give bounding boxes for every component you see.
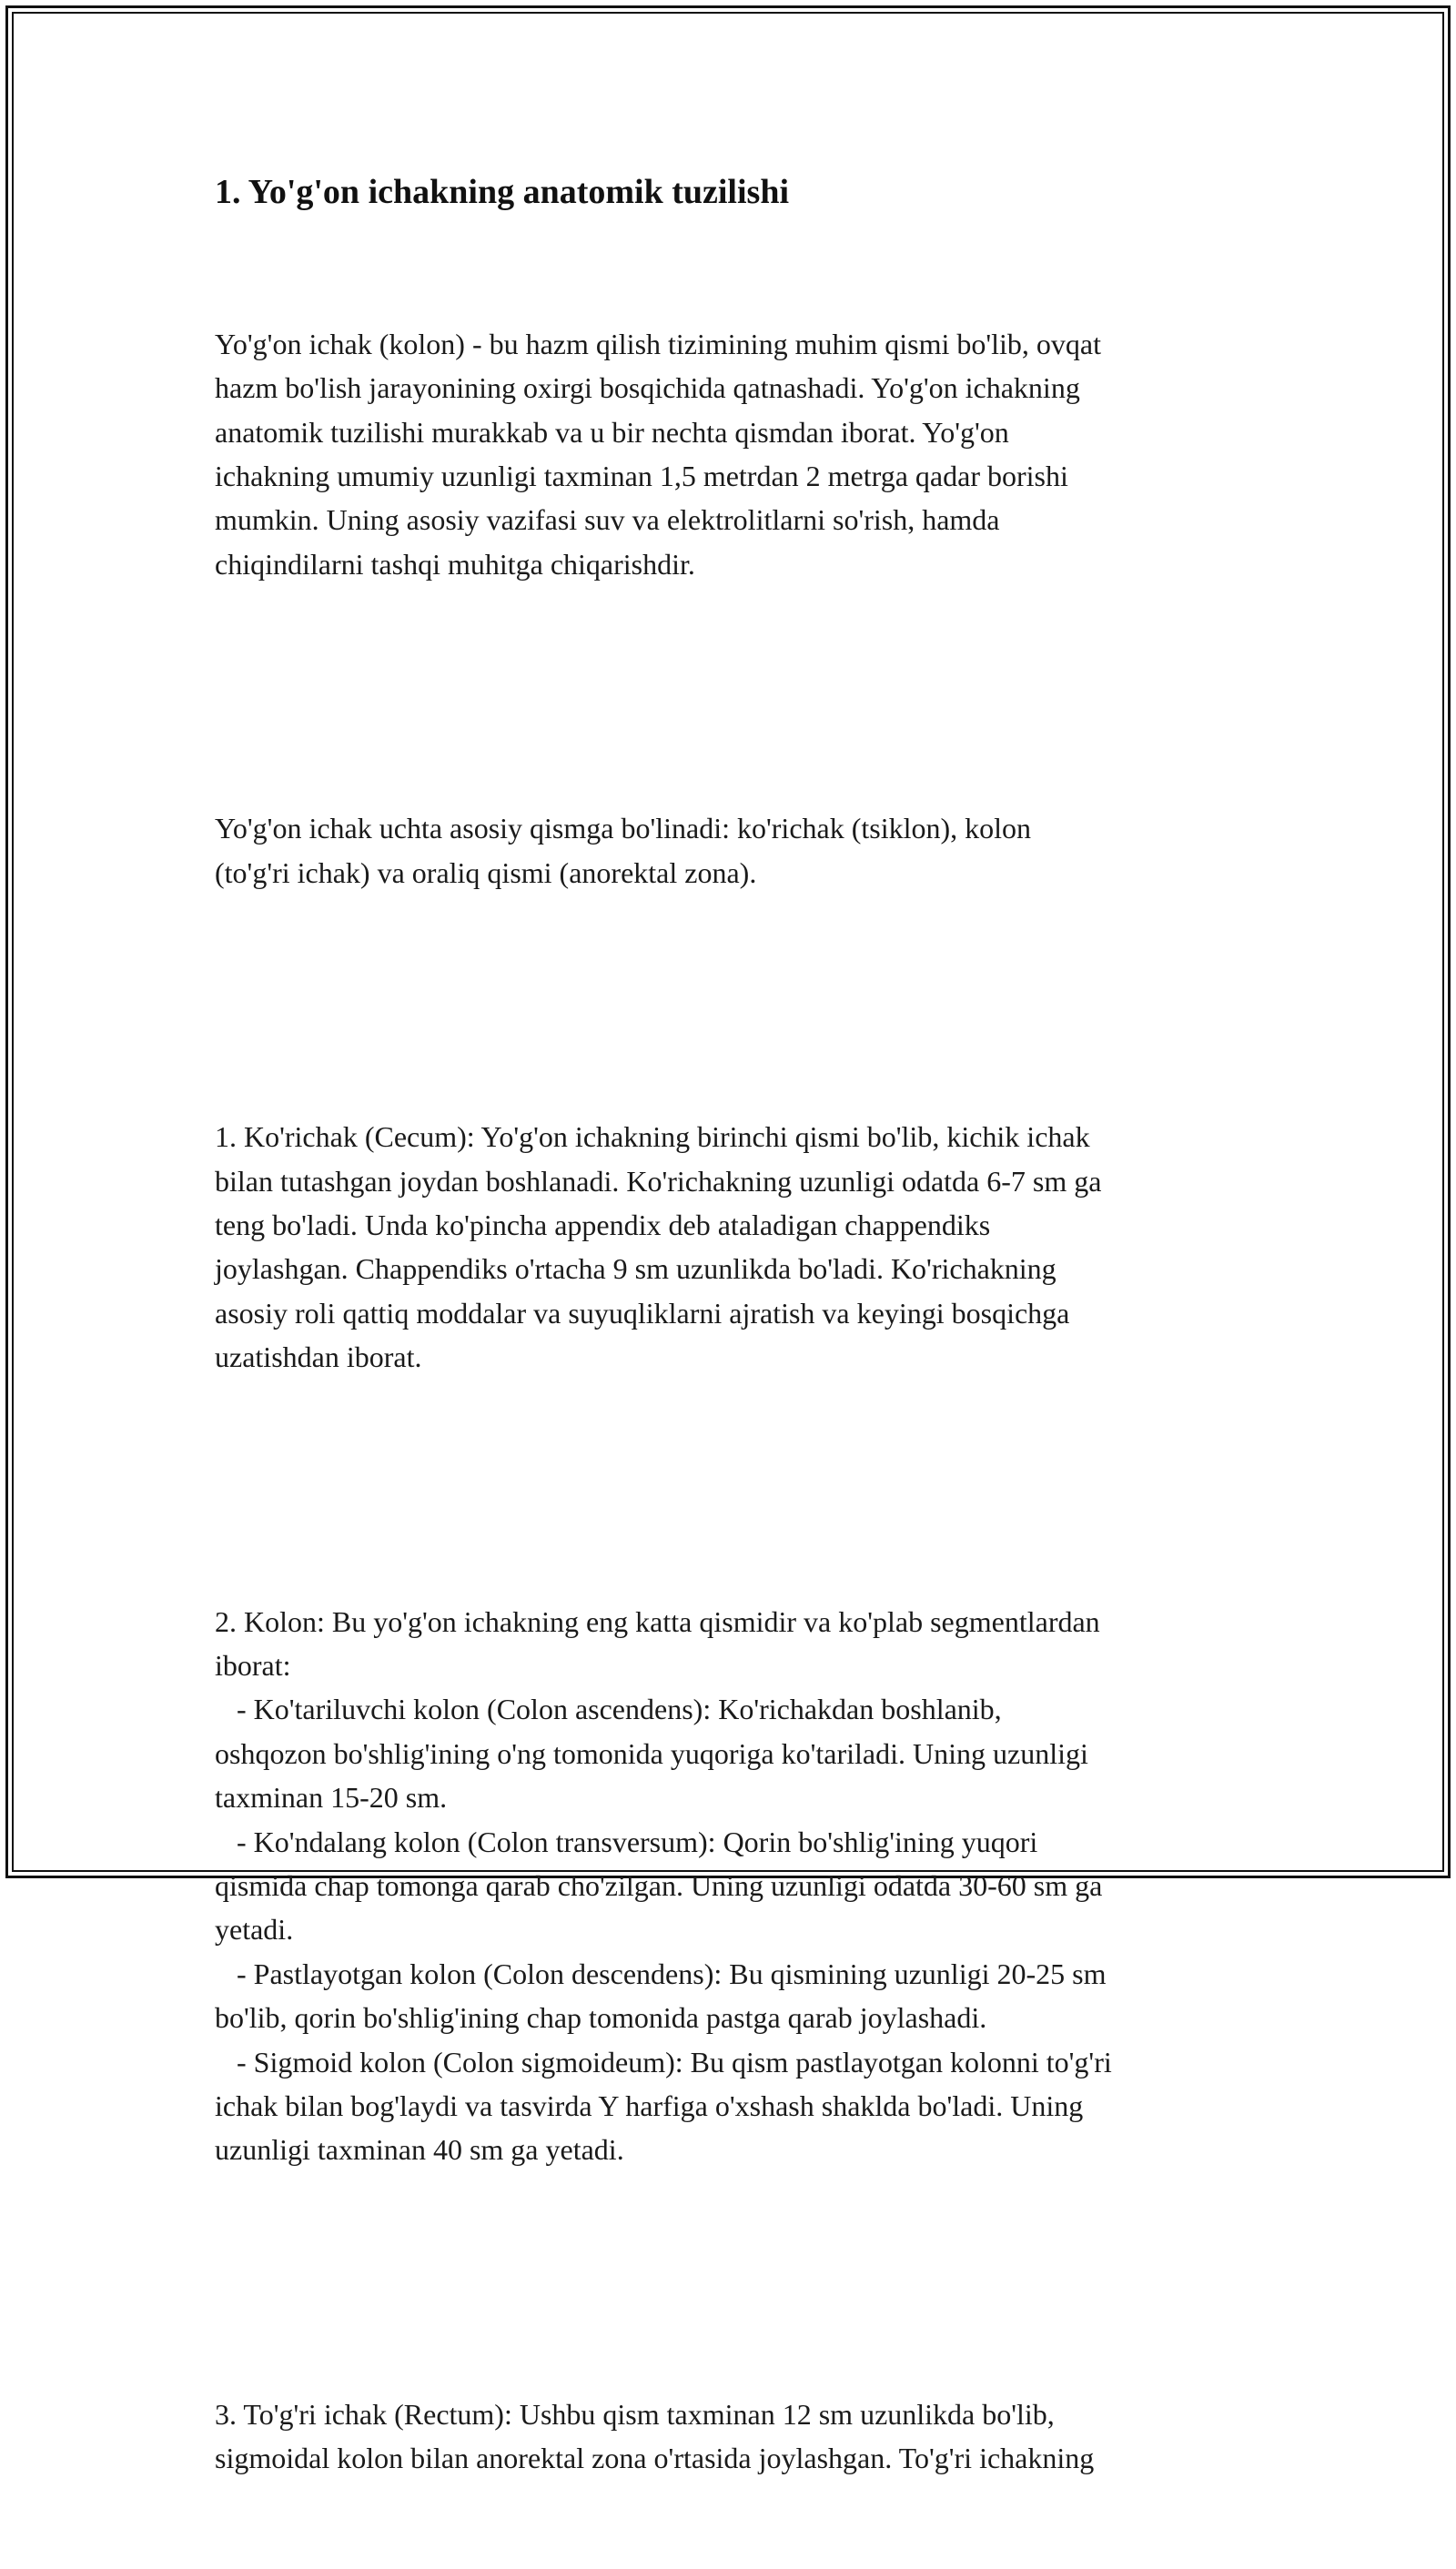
document-body <box>215 234 1252 2569</box>
paragraph-rectum: 3. To'g'ri ichak (Rectum): Ushbu qism taxminan 12 sm uzunlikda bo'lib, sigmoidal kolon bilan anorektal zona o'rtasida joylashgan. To'g'ri ichakning <box>215 2397 1095 2475</box>
paragraph-intro: Yo'g'on ichak (kolon) - bu hazm qilish tizimining muhim qismi bo'lib, ovqat hazm bo'lish jarayonining oxirgi bosqichida qatnashadi. Yo'g'on ichakning anatomik tuzilishi murakkab va u bir nechta qismdan iborat. Yo'g'on ichakning umumiy uzunligi taxminan 1,5 metrdan 2 metrga qadar borishi mumkin. Uning asosiy vazifasi suv va elektrolitlarni so'rish, hamda chiqindilarni tashqi muhitga chiqarishdir. <box>215 327 1101 581</box>
section-heading: 1. Yo'g'on ichakning anatomik tuzilishi <box>215 173 790 211</box>
paragraph-parts: Yo'g'on ichak uchta asosiy qismga bo'linadi: ko'richak (tsiklon), kolon (to'g'ri ichak) va oraliq qismi (anorektal zona). <box>215 812 1032 889</box>
paragraph-blank-2 <box>215 983 1252 1027</box>
paragraph-blank-1 <box>215 674 1252 718</box>
paragraph-colon: 2. Kolon: Bu yo'g'on ichakning eng katta qismidir va ko'plab segmentlardan iborat: - Ko'tariluvchi kolon (Colon ascendens): Ko'richakdan boshlanib, oshqozon bo'shlig'ining o'ng tomonida yuqoriga ko'tariladi. Uning uzunligi taxminan 15-20 sm. - Ko'ndalang kolon (Colon transversum): Qorin bo'shlig'ining yuqori qismida chap tomonga qarab cho'zilgan. Uning uzunligi odatda 30-60 sm ga yetadi. - Pastlayotgan kolon (Colon descendens): Bu qismining uzunligi 20-25 sm bo'lib, qorin bo'shlig'ining chap tomonida pastga qarab joylashadi. - Sigmoid kolon (Colon sigmoideum): Bu qism pastlayotgan kolonni to'g'ri ichak bilan bog'laydi va tasvirda Y harfiga o'xshash shaklda bo'ladi. Uning uzunligi taxminan 40 sm ga yetadi. <box>215 1604 1112 2167</box>
document-content <box>215 168 1252 2569</box>
paragraph-blank-4 <box>215 2261 1252 2304</box>
paragraph-blank-3 <box>215 1467 1252 1511</box>
paragraph-cecum: 1. Ko'richak (Cecum): Yo'g'on ichakning birinchi qismi bo'lib, kichik ichak bilan tutashgan joydan boshlanadi. Ko'richakning uzunligi odatda 6-7 sm ga teng bo'ladi. Unda ko'pincha appendix deb ataladigan chappendiks joylashgan. Chappendiks o'rtacha 9 sm uzunlikda bo'ladi. Ko'richakning asosiy roli qattiq moddalar va suyuqliklarni ajratish va keyingi bosqichga uzatishdan iborat. <box>215 1120 1102 1374</box>
